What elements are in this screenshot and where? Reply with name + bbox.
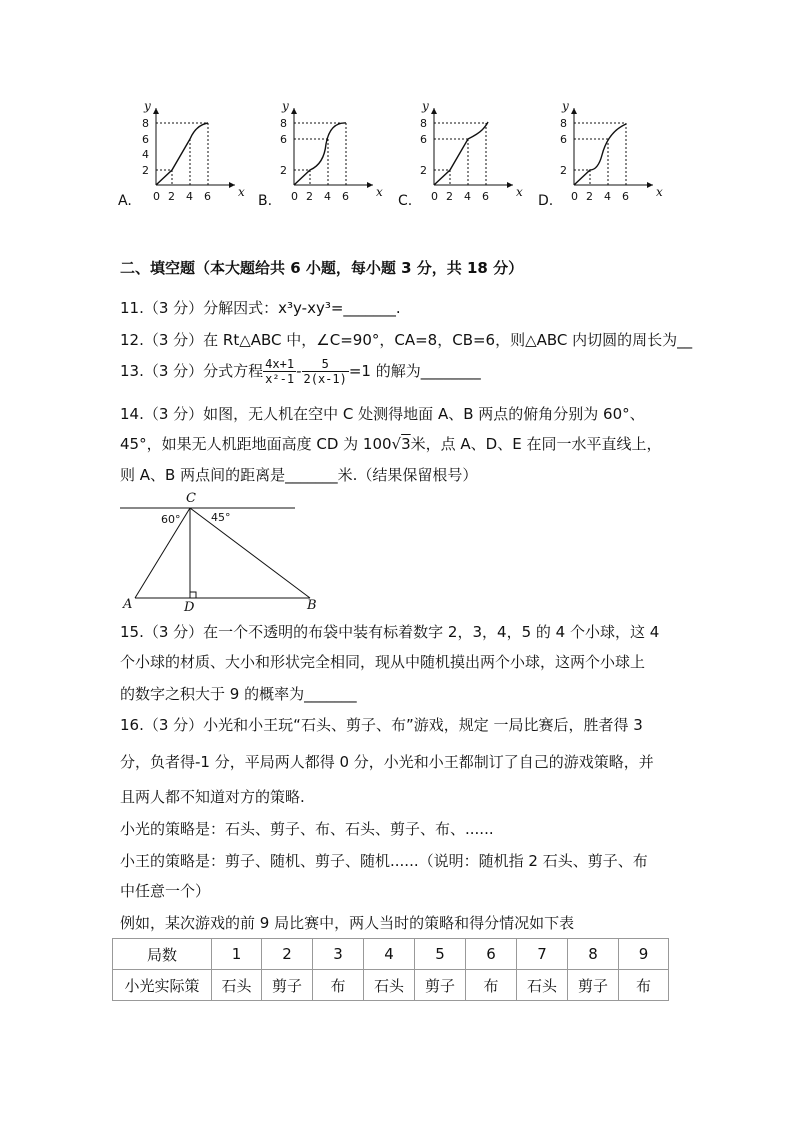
table-cell: 剪子 — [568, 970, 619, 1001]
table-cell: 4 — [364, 939, 415, 970]
table-cell: 石头 — [212, 970, 262, 1001]
point-a-label: A — [123, 597, 133, 612]
table-cell: 7 — [517, 939, 568, 970]
x-tick-2: 2 — [168, 190, 175, 203]
question-16-line-3: 且两人都不知道对方的策略. — [120, 788, 305, 806]
question-14-line-1: 14.（3 分）如图，无人机在空中 C 处测得地面 A、B 两点的俯角分别为 60°、 — [120, 405, 645, 423]
x-tick-4: 4 — [186, 190, 193, 203]
y-tick-6: 6 — [420, 133, 427, 146]
table-cell: 8 — [568, 939, 619, 970]
fraction-2-numerator: 5 — [302, 357, 349, 372]
table-header-row — [113, 939, 669, 970]
question-16-line-6: 中任意一个） — [120, 882, 211, 900]
x-axis-label: x — [238, 185, 245, 199]
q13-suffix: =1 的解为________ — [348, 362, 481, 380]
x-tick-6: 6 — [204, 190, 211, 203]
y-tick-8: 8 — [560, 117, 567, 130]
angle-45-label: 45° — [211, 511, 231, 524]
x-tick-2: 2 — [446, 190, 453, 203]
point-b-label: B — [307, 598, 317, 613]
point-c-label: C — [186, 491, 196, 506]
x-tick-0: 0 — [431, 190, 438, 203]
angle-60-label: 60° — [161, 513, 181, 526]
y-tick-8: 8 — [420, 117, 427, 130]
table-cell: 3 — [313, 939, 364, 970]
table-cell: 局数 — [113, 939, 212, 970]
question-15-line-1: 15.（3 分）在一个不透明的布袋中装有标着数字 2，3，4，5 的 4 个小球，这 4 — [120, 623, 660, 641]
strategy-table — [112, 938, 669, 1001]
y-tick-6: 6 — [142, 133, 149, 146]
x-axis-label: x — [516, 185, 523, 199]
question-16-line-5: 小王的策略是：剪子、随机、剪子、随机......（说明：随机指 2 石头、剪子、布 — [120, 852, 648, 870]
x-tick-2: 2 — [586, 190, 593, 203]
question-16-line-4: 小光的策略是：石头、剪子、布、石头、剪子、布、...... — [120, 820, 494, 838]
table-cell: 2 — [262, 939, 313, 970]
question-16-line-1: 16.（3 分）小光和小王玩“石头、剪子、布”游戏，规定 一局比赛后，胜者得 3 — [120, 716, 643, 734]
point-d-label: D — [184, 600, 195, 613]
graph-c — [418, 100, 528, 209]
table-row — [113, 970, 669, 1001]
question-12: 12.（3 分）在 Rt△ABC 中，∠C=90°，CA=8，CB=6，则△ABC 内切圆的周长为__ — [120, 331, 693, 349]
table-cell: 9 — [619, 939, 669, 970]
x-tick-0: 0 — [291, 190, 298, 203]
x-axis-label: x — [376, 185, 383, 199]
fraction-2 — [302, 357, 349, 386]
q14-line2-end: 米，点 A、D、E 在同一水平直线上， — [410, 435, 662, 453]
x-tick-6: 6 — [622, 190, 629, 203]
x-tick-4: 4 — [324, 190, 331, 203]
table-cell: 布 — [466, 970, 517, 1001]
option-a-label: A. — [118, 193, 132, 209]
x-tick-2: 2 — [306, 190, 313, 203]
question-16-line-2: 分，负者得-1 分，平局两人都得 0 分，小光和小王都制订了自己的游戏策略，并 — [120, 753, 654, 771]
table-cell: 6 — [466, 939, 517, 970]
y-tick-2: 2 — [420, 164, 427, 177]
y-axis-label: y — [282, 100, 289, 113]
fraction-1-denominator: x²-1 — [265, 372, 295, 386]
y-axis-label: y — [144, 100, 151, 113]
q13-prefix: 13.（3 分）分式方程 — [120, 362, 264, 380]
table-cell: 石头 — [517, 970, 568, 1001]
y-tick-6: 6 — [560, 133, 567, 146]
question-16-line-7: 例如，某次游戏的前 9 局比赛中，两人当时的策略和得分情况如下表 — [120, 914, 575, 932]
y-tick-2: 2 — [142, 164, 149, 177]
graph-b — [278, 100, 388, 209]
fraction-1 — [263, 357, 296, 386]
x-tick-0: 0 — [153, 190, 160, 203]
graph-a — [140, 100, 250, 209]
question-14-line-3: 则 A、B 两点间的距离是_______米.（结果保留根号） — [120, 466, 478, 484]
table-cell: 1 — [212, 939, 262, 970]
graph-d — [558, 100, 668, 209]
question-15-line-2: 个小球的材质、大小和形状完全相同，现从中随机摸出两个小球，这两个小球上 — [120, 653, 646, 671]
x-tick-0: 0 — [571, 190, 578, 203]
y-tick-8: 8 — [142, 117, 149, 130]
triangle-figure — [115, 488, 325, 617]
sqrt-radicand: 3 — [401, 435, 411, 453]
table-cell: 布 — [313, 970, 364, 1001]
y-tick-2: 2 — [280, 164, 287, 177]
fraction-1-numerator: 4x+1 — [265, 357, 295, 371]
y-tick-4: 4 — [142, 148, 149, 161]
question-11: 11.（3 分）分解因式：x³y-xy³=_______. — [120, 299, 401, 317]
section-title: 二、填空题（本大题给共 6 小题，每小题 3 分，共 18 分） — [120, 259, 524, 277]
question-14-line-2 — [120, 434, 661, 454]
table-cell: 5 — [415, 939, 466, 970]
y-axis-label: y — [422, 100, 429, 113]
sqrt-sign: √ — [391, 435, 402, 453]
y-tick-8: 8 — [280, 117, 287, 130]
table-cell: 布 — [619, 970, 669, 1001]
question-15-line-3: 的数字之积大于 9 的概率为_______ — [120, 685, 357, 703]
x-tick-6: 6 — [342, 190, 349, 203]
option-d-label: D. — [538, 193, 554, 209]
fraction-2-denominator: 2(x-1) — [303, 372, 347, 386]
table-cell: 剪子 — [262, 970, 313, 1001]
y-tick-6: 6 — [280, 133, 287, 146]
table-cell: 石头 — [364, 970, 415, 1001]
y-axis-label: y — [562, 100, 569, 113]
table-cell: 剪子 — [415, 970, 466, 1001]
option-c-label: C. — [398, 193, 413, 209]
x-tick-4: 4 — [464, 190, 471, 203]
question-13 — [120, 355, 481, 387]
option-b-label: B. — [258, 193, 273, 209]
y-tick-2: 2 — [560, 164, 567, 177]
q14-line2-start: 45°，如果无人机距地面高度 CD 为 100 — [120, 435, 392, 453]
table-cell: 小光实际策 — [113, 970, 212, 1001]
x-tick-6: 6 — [482, 190, 489, 203]
x-axis-label: x — [656, 185, 663, 199]
minus-sign: - — [296, 362, 302, 380]
x-tick-4: 4 — [604, 190, 611, 203]
